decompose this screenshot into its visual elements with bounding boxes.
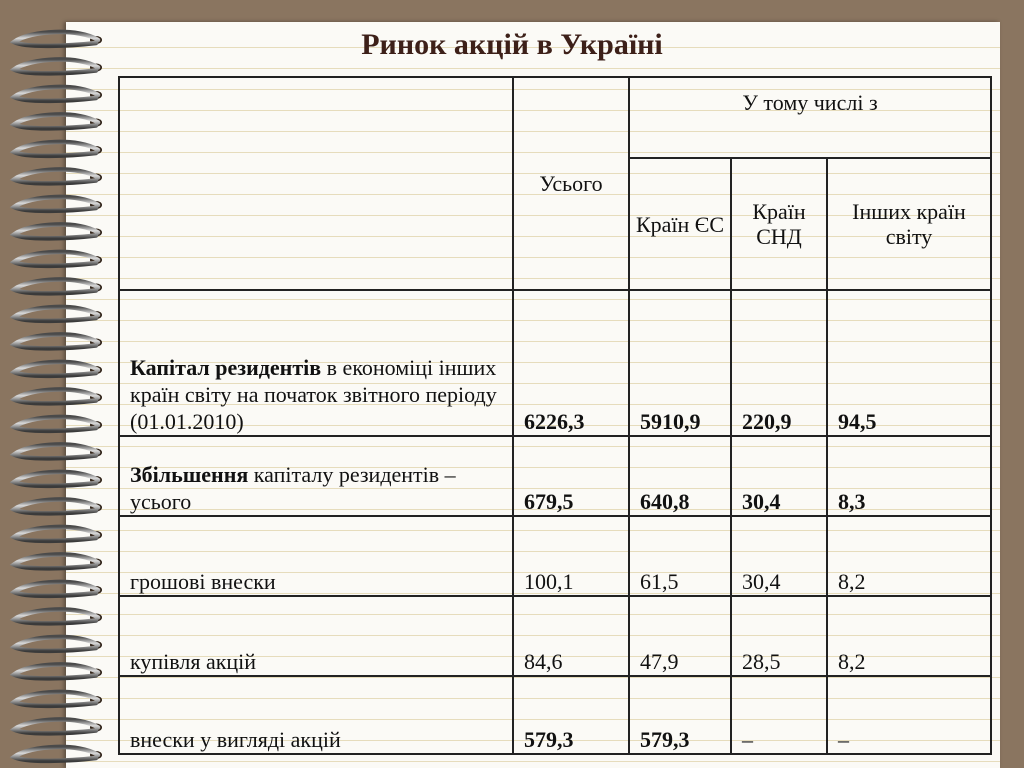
cell-eu: 5910,9 (629, 290, 731, 436)
cell-cis: – (731, 676, 827, 754)
cell-cis: 30,4 (731, 516, 827, 596)
cell-total: 679,5 (513, 436, 629, 516)
header-total: Усього (513, 77, 629, 290)
row-label (119, 596, 513, 676)
cell-other: 8,2 (827, 516, 991, 596)
row-label (119, 516, 513, 596)
cell-cis: 220,9 (731, 290, 827, 436)
cell-eu: 579,3 (629, 676, 731, 754)
cell-eu: 47,9 (629, 596, 731, 676)
cell-eu: 640,8 (629, 436, 731, 516)
row-label (119, 676, 513, 754)
page-title: Ринок акцій в Україні (361, 28, 663, 61)
header-group: У тому числі з (629, 77, 991, 158)
cell-total: 579,3 (513, 676, 629, 754)
capital-table (118, 76, 992, 755)
cell-eu: 61,5 (629, 516, 731, 596)
row-label-text: грошові внески (130, 569, 276, 594)
header-cis: Країн СНД (731, 158, 827, 290)
cell-other: 94,5 (827, 290, 991, 436)
cell-other: 8,3 (827, 436, 991, 516)
row-label (119, 290, 513, 436)
row-label (119, 436, 513, 516)
cell-total: 84,6 (513, 596, 629, 676)
header-other: Інших країн світу (827, 158, 991, 290)
header-empty-cell (119, 77, 513, 290)
header-eu: Країн ЄС (629, 158, 731, 290)
row-label-text: капіталу резидентів – усього (130, 462, 456, 514)
cell-total: 6226,3 (513, 290, 629, 436)
cell-cis: 30,4 (731, 436, 827, 516)
table-row (119, 596, 991, 676)
table-row (119, 290, 991, 436)
row-label-bold: Збільшення (130, 462, 249, 487)
table-row (119, 516, 991, 596)
row-label-text: купівля акцій (130, 649, 257, 674)
cell-other: – (827, 676, 991, 754)
row-label-text: в економіці інших країн світу на початок звітного періоду (01.01.2010) (130, 355, 497, 434)
cell-cis: 28,5 (731, 596, 827, 676)
table-row (119, 676, 991, 754)
cell-total: 100,1 (513, 516, 629, 596)
cell-other: 8,2 (827, 596, 991, 676)
row-label-bold: Капітал резидентів (130, 355, 322, 380)
row-label-text: внески у вигляді акцій (130, 727, 341, 752)
table-row (119, 436, 991, 516)
